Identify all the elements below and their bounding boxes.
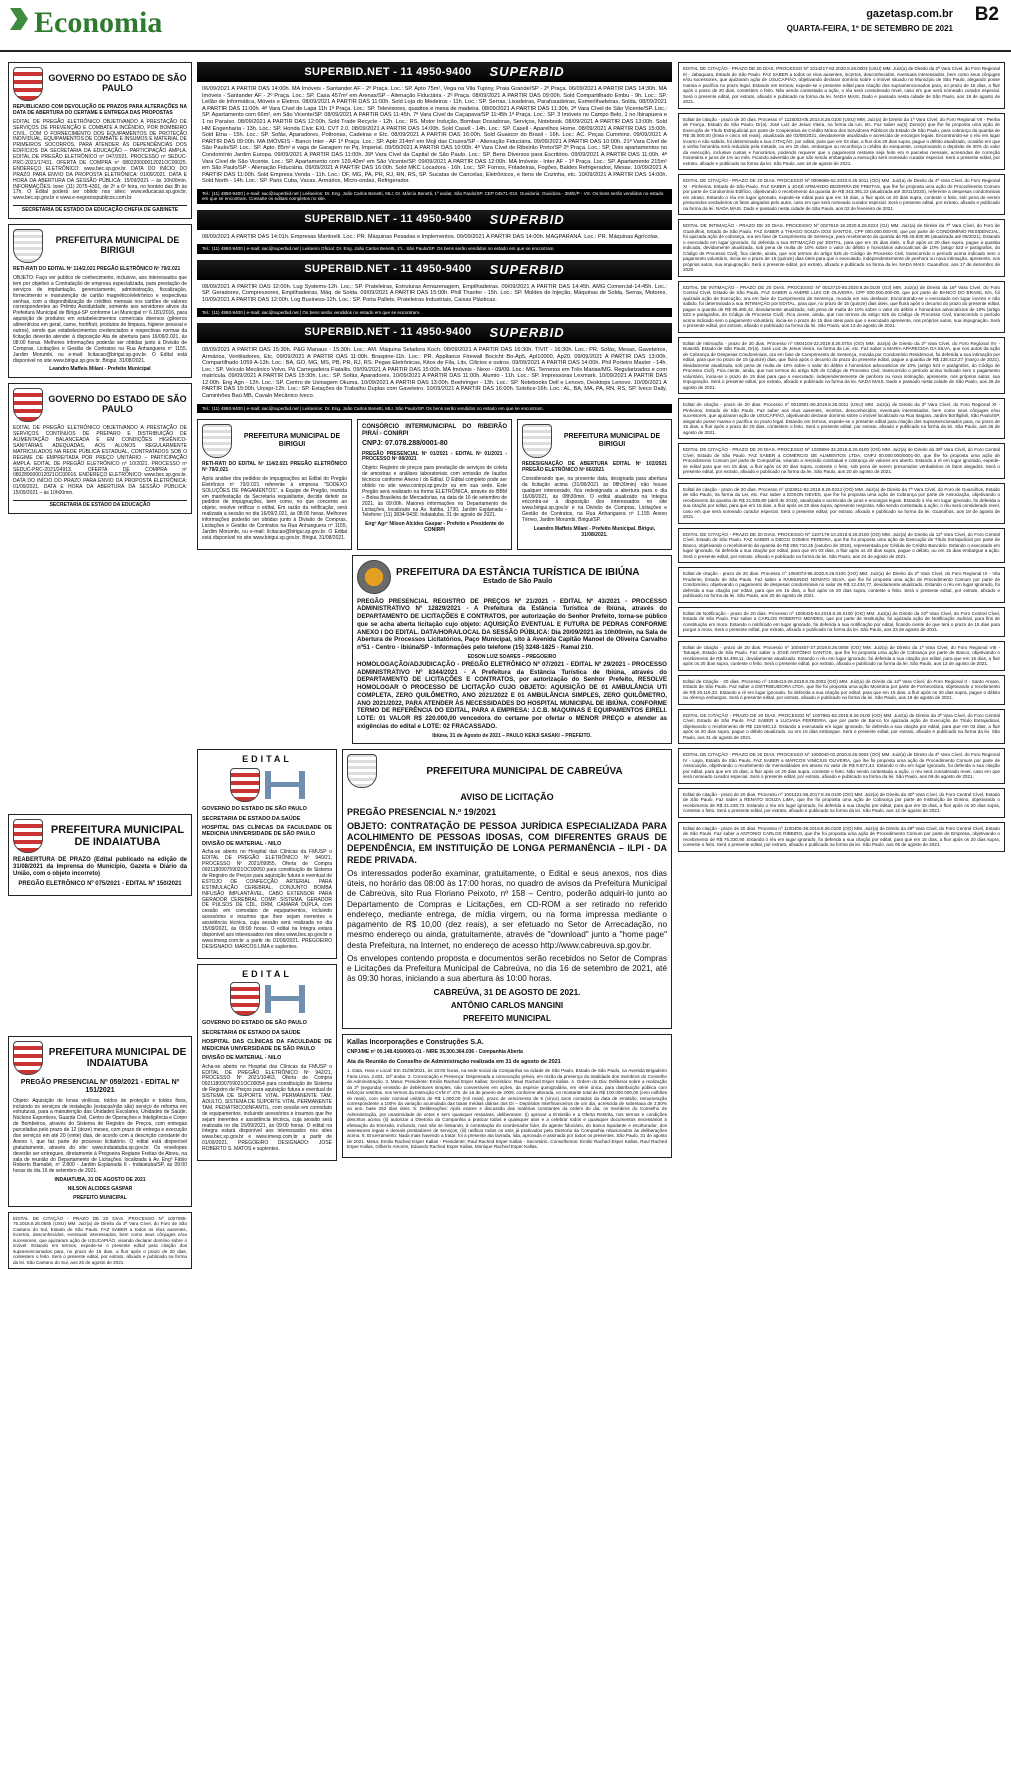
signature: NILSON ALCIDES GASPAR [67, 1186, 133, 1193]
org-registry: CNPJ/ME nº 00.148.416/0001-01 - NIRE 35.300.364.036 - Companhia Aberta [347, 1049, 523, 1056]
notice-body: EDITAL DE INTIMAÇÃO - PRAZO DE 20 DIAS. PROCESSO Nº 0027610-18.2020.8.26.0224 (OJ) MM. Juiz(a) de Direito da 7ª Vara Cível, do Foro de Guarulhos, Estado de São Paulo. FAZ SABER a THIAGO SOUZA DOS SANTOS, CPF 000.000.000-00, que por parte de CONDOMÍNIO RESIDENCIAL, foi ajuizada ação de cobrança, ora em fase de Cumprimento de Sentença, para recebimento da quantia de R$ 45.830,95 (atualizada até 05/2021). Estando o executado em lugar ignorado, foi deferida a sua INTIMAÇÃO por EDITAL, para que em 15 dias úteis, a fluir após os 20 dias supra, pague a quantia indicada, devidamente atualizada, sob pena de multa de 10% sobre o valor do débito e honorários advocatícios de 10% (artigo 523 e parágrafos, do Código de Processo Civil), fica ciente, ainda, que nos termos do artigo 525 do Código de Processo Civil, transcorrido o período acima indicado sem o pagamento voluntário, inicia-se o prazo de 15 (quinze) dias úteis para que o executado, independentemente de penhora ou nova intimação, apresente, nos próprios autos, sua impugnação. Será o presente edital, por extrato, afixado e publicado na forma da lei. NADA MAIS. Guarulhos, aos 17 de dezembro de 2020. [683, 223, 1000, 272]
notice-header [202, 982, 332, 1016]
notice-date: CABREÚVA, 31 DE AGOSTO DE 2021. [433, 987, 581, 997]
court-notice [678, 567, 1005, 603]
org-line-1: GOVERNO DO ESTADO DE SÃO PAULO [202, 806, 307, 813]
auction-banner [197, 62, 672, 82]
notice-body: EDITAL DE CITAÇÃO - PRAZO DE 20 DIAS. PROCESSO Nº 0009689-62.2020.8.26.0011 (OO) MM. Juiz(a) de Direito da 4ª Vara Cível, do Foro Regional XI - Pinheiros, Estado de São Paulo. FAZ SABER a JOSÉ ARMANDO BEZERRA DE FREITAS, que lhe foi proposta uma ação de Procedimento Comum por parte de Condomínio Edifício, objetivando o recebimento da quantia de R$ 343.391,23 (atualizada até 30/11/2020), referente a despesas condominiais em atraso. Estando o réu em lugar ignorado, expede-se edital para que em 15 dias, a fluir após os 20 dias supra, conteste o feito, sob pena de serem presumidos verdadeiros os fatos alegados pelo autor, caso em que será nomeado curador especial. Será o presente edital, por extrato, afixado e publicado na forma da lei. NADA MAIS. Dado e passado nesta cidade de São Paulo, aos 02 de fevereiro de 2021. [683, 178, 1000, 211]
notice-label: EDITAL [242, 968, 292, 979]
notice-hc-2 [197, 964, 337, 1161]
auction-list: 06/09/2021 A PARTIR DAS 14:00h. MA Imóveis - Santander AF - 2º Praça. Loc.: SP. Apto 75m², Vega na Vila Tupiny, Praia Grande/SP - 2º Praça. 06/09/2021 A PARTIR DAS 14:30h. MA Imóveis - Santander AF - 2º Praça. Loc.: SP. Casa 457m² em Arenas/SP - Alienação Fiduciária - 2º Praça. 08/09/2021 A PARTIR DAS 09:00h. Sold Compartilhado Embu - 9h. Loc.: SP. Leilão de Informática, Móveis e Eletros. 08/09/2021 A PARTIR DAS 11:00h. Sold Loja do Medeiros - 11h. Loc.: SP. Serras, Lixadeiras, Parafusadeiras, Esmerilhadeiras, Solda. 08/09/2021 A PARTIR DAS 11:00h. 4ª Vara Cível de Lapa 11h 1ª Praça. Loc.: SP. Televisores, quadros e mesa de madeira. 08/09/2021 A PARTIR DAS 11:30h. 2ª Vara Cível de São Vicente/SP. Loc.: SP. Apartamento com 66m², em São Vicente/SP. 08/09/2021 A PARTIR DAS 11:45h. 7ª Vara Cível de Caçapava/SP 11:45h 1ª Praça. Loc.: SP. 3 Imóveis no Campo Belo, 1 no Ibirapuera e 1 no Paraíso. 08/09/2021 A PARTIR DAS 12:00h. Sold Trade Recycle - 12h. Loc.: RS. Motor Indução, Bombas Dosadoras, Serviços, Notebook. 08/09/2021 A PARTIR DAS 13:00h. Sold HM Engenharia - 13h. Loc.: SP. Honda Civic EXL CVT 2.0. 08/09/2021 A PARTIR DAS 14:00h. Sold Casell - 14h. Loc.: SP. Casell - Aparelhos Home. 08/09/2021 A PARTIR DAS 15:00h. Sold Etna - 15h. Loc.: SP. Sofás, Aparadores, Poltronas, Cadeiras e Etc. 08/09/2021 A PARTIR DAS 16:00h. Sold Guascor do Brasil - 16h. Loc.: AC. Peças Cummins. 09/09/2021 A PARTIR DAS 09:00h. MA IMÓVEIS - Banco Inter - AF 1ª Praça. Loc.: SP. Apto 214m² em Moji das Cruzes/SP - Alienação Fiduciária. 09/09/2021 A PARTIR DAS 10:00h. 21ª Vara Cível de São Paulo/SP. Loc.: SP. Apto. 85m² e vaga de Garagem no Pq. Imperial. 09/09/2021 A PARTIR DAS 10:00h. 4ª Vara Cível de Ribeirão Preto/SP 2ª Praça. Loc.: SP. Dois apartamentos no Condomínio Jardim Europa. 09/09/2021 A PARTIR DAS 11:00h. 39ª Vara Cível da Capital de São Paulo. Loc.: SP. Bens Diversos para Escritório. 09/09/2021 A PARTIR DAS 11:00h. 4ª Vara Cível de São Vicente. Loc.: SP. Apartamento com 129,40m² em São Vicente/SP. 09/09/2021 A PARTIR DAS 12:00h. MA Imóveis - Inter AF - 1ª Praça. Loc.: SP. Apartamento 215m² em São Paulo/SP - Alienação Fiduciária. 09/09/2021 A PARTIR DAS 16:00h. Sold MKC Locadora - 16h. Loc.: SP. Fornos, Fritadeiras, Fogões, Baldes Refrigerados, Mesas. 10/09/2021 A PARTIR DAS 11:00h. Sold Empresa Venda - 11h. Loc.: DF, MG, PA, PR, RJ, RN, RS, SP. Sucatas de Cancelas, Eletrônicos, e Itens de Cozinha, etc. 10/09/2021 A PARTIR DAS 14:00h. Sold North - 14h. Loc.: SP. Paris Cuba, Vacas, Armários, Micro-ondas, Refrigerador. [197, 82, 672, 189]
state-crest-icon [13, 388, 43, 422]
court-notice [678, 281, 1005, 333]
notice-subtitle: AVISO DE LICITAÇÃO [460, 792, 554, 803]
org-title: GOVERNO DO ESTADO DE SÃO PAULO [48, 73, 187, 93]
auction-phone: SUPERBID.NET - 11 4950-9400 [304, 263, 472, 276]
notice-header [522, 424, 667, 458]
notice-body-1: PREGÃO PRESENCIAL REGISTRO DE PREÇOS Nº 21/2021 - EDITAL Nº 43/2021 - PROCESSO ADMINISTRATIVO Nº 12829/2021 - A Prefeitura da Estância Turística de Ibiúna, através do DEPARTAMENTO DE LICITAÇÕES E CONTRATOS, por autorização do Senhor Prefeito, torna-se público que se acha aberta licitação cujo objeto: AQUISIÇÃO EVENTUAL E FUTURA DE PEDRAS CONFORME ANEXO I DO EDITAL. DATA/HORA/LOCAL DA SESSÃO PÚBLICA: Dia 20/09/2021 às 10h00min, na Sala de Abertura de Processos Licitatórios, Paço Municipal, sito à Avenida Capitão Manoel de Oliveira Carvalho nº51 - Centro - Ibiúna/SP - Informações pelo telefone (15) 3248-1825 - Ramal 210. [357, 597, 667, 652]
org-line-3: HOSPITAL DAS CLÍNICAS DA FACULDADE DE MEDICINA UNIVERSIDADE DE SÃO PAULO [202, 825, 332, 838]
notice-header [202, 768, 332, 802]
court-notice [678, 788, 1005, 818]
auction-banner [197, 210, 672, 230]
notice-heading: PREGÃO PRESENCIAL Nº 01/2021 - EDITAL Nº 01/2021 - PROCESSO Nº 08/2021 [362, 450, 507, 463]
notice-birigui-2 [197, 419, 352, 550]
superbid-logo-icon: SUPERBID [489, 212, 565, 228]
notice-body: Acha-se aberto no Hospital das Clínicas da FMUSP o EDITAL DE PREGÃO ELETRÔNICO Nº 940/21, PROCESSO Nº 2021/09955, Oferta de Compra 092118090759021OC00050 para constituição de Sistema de Registro de Preços para aquisição futura e eventual de ESTOJO DE CONFECÇÃO ARTERIAL PARA ESTIMULAÇÃO CEREBRAL, CONJUNTO BOMBA INFUSÃO IMPLANTÁVEL, CABO EXTENSOR PARA GERADOR CEREBRAL COMP. SISTEMA, GERADOR DE PULSOS DE CDL, DRM, CAMARA DUPLA, com cessão em comodato de equipamentos, incluindo acessórios e insumos que lhes sejam inerentes e assistência técnica, cuja sessão será realizada no dia 15/09/2021, às 09:00 horas. O edital na íntegra estará disponível aos interessados nos sites www.bec.sp.gov.br e www.imesp.com.br a partir de 01/09/2021. PREGOEIRO DESIGNADO: MARCOS LIMA e suplentes. [202, 849, 332, 950]
notice-header [13, 819, 187, 853]
notice-body: 1. Data, Hora e Local: Em 31/08/2021, às 10:00 horas, na sede social da Companhia na cidade de São Paulo, Estado de São Paulo, na Avenida Brigadeiro Faria Lima, 2.601, 10º andar. 2. Convocação e Presença: Dispensada a convocação prévia, em razão da presença da totalidade dos membros do Conselho de Administração. 3. Mesa: Presidente: Emilio Rached Esper Kallas; Secretário: Raul Rached Esper Kallas. 4. Ordem do Dia: Deliberar sobre a realização da 2ª (segunda) emissão de debêntures simples, não conversíveis em ações, da espécie quirografária, em série única, para distribuição pública com esforços restritos, nos termos da Instrução CVM nº 476, de 16 de janeiro de 2009, conforme alterada, no montante total de R$ 100.000.000,00 (cem milhões de reais), com valor nominal unitário de R$ 1.000,00 (mil reais), prazo de vencimento de 5 (cinco) anos contados da data de emissão, remuneração correspondente a 100% da variação acumulada das taxas médias diárias dos DI – Depósitos Interfinanceiros de um dia, acrescida de sobretaxa de 2,50% ao ano, base 252 dias úteis. 5. Deliberações: Após exame e discussão das matérias constantes da ordem do dia, os membros do Conselho de Administração, por unanimidade de votos e sem quaisquer ressalvas, deliberaram: (i) aprovar a Emissão e a Oferta Restrita, nos termos e condições descritos acima; (ii) autorizar a Diretoria da Companhia a praticar todos e quaisquer atos e a celebrar todos e quaisquer documentos necessários à efetivação da Emissão, incluindo, mas não se limitando, à contratação do coordenador líder, do agente fiduciário, do banco liquidante e escriturador, dos assessores legais e demais prestadores de serviços; (iii) ratificar todos os atos já praticados pela Diretoria da Companhia relacionados às deliberações acima. 6. Encerramento: Nada mais havendo a tratar, foi a presente ata lavrada, lida, aprovada e assinada por todos os presentes. São Paulo, 31 de agosto de 2021. Mesa: Emilio Rached Esper Kallas - Presidente; Raul Rached Esper Kallas - Secretário. Conselheiros: Emilio Rached Esper Kallas, Raul Rached Esper Kallas, Gilberto Amorim, Eduardo Rached Esper Kallas, Monique Rached Esper Kallas. [347, 1068, 667, 1150]
notice-body: Edital de citação - prazo de 20 dias. Processo nº 0010901-90.2019.8.26.0011 (USU) MM. Juiz(a) de Direito da 3ª Vara Cível, do Foro Regional XI - Pinheiros, Estado de São Paulo. Faz saber aos réus ausentes, incertos, desconhecidos, eventuais interessados, bem como seus cônjuges e/ou sucessores, que ajuizaram ação de USUCAPIÃO, objetivando declarar domínio sobre o imóvel localizado na Rua Itaigara, Jardim Bonfiglioli, São Paulo/SP, alegando posse mansa e pacífica no prazo legal. Estando em termos, expede-se o presente edital para citação dos supramencionados para, no prazo de 15 dias, a fluir após o prazo de 20 dias, contestem o feito. Será o presente edital, por extrato, afixado e publicado na forma da lei. São Paulo, aos 26 de agosto de 2021. [683, 402, 1000, 435]
notice-heading: RETI-RATI DO EDITAL Nº 114/2.021 PREGÃO ELETRÔNICO Nº 79/2.021 [202, 461, 347, 473]
notice-object: OBJETO: CONTRATAÇÃO DE PESSOA JURÍDICA ESPECIALIZADA PARA ACOLHIMENTO DE PESSOAS IDOSAS, COM DIFERENTES GRAUS DE DEPENDÊNCIA, EM INSTITUIÇÃO DE LONGA PERMANÊNCIA – ILPI - DA REDE PRIVADA. [347, 820, 667, 865]
signature: Leandro Maffeis Milani - Prefeito Municipal. Birigui, 31/08/2021. [533, 525, 656, 538]
notice-subtitle: PREGÃO ELETRÔNICO Nº 075/2021 - EDITAL Nº 150/2021 [18, 881, 182, 888]
site-url[interactable]: gazetasp.com.br [866, 8, 953, 20]
notice-court-citation [8, 1212, 192, 1270]
court-notice [678, 337, 1005, 395]
auction-ad-3 [197, 260, 672, 317]
city-crest-icon [357, 560, 391, 594]
notice-sp-education-1 [8, 62, 192, 219]
org-line-4: DIVISÃO DE MATERIAL - NILO [202, 840, 282, 847]
notice-header [13, 229, 187, 263]
org-title: PREFEITURA MUNICIPAL DE INDAIATUBA [50, 823, 185, 848]
org-line-2: SECRETARIA DE ESTADO DA SAÚDE [202, 1029, 301, 1036]
notice-heading: REDESIGNAÇÃO DE ABERTURA EDITAL Nº 102/2021 PREGÃO ELETRÔNICO Nº 66/2021 [522, 461, 667, 473]
notice-header [13, 1041, 187, 1075]
org-title: PREFEITURA MUNICIPAL DE BIRIGUI [243, 433, 341, 449]
org-title: GOVERNO DO ESTADO DE SÃO PAULO [48, 394, 187, 415]
org-title: CONSÓRCIO INTERMUNICIPAL DO RIBEIRÃO PIRAÍ - CONIRPI [362, 424, 507, 437]
auction-phone: SUPERBID.NET - 11 4950-9400 [304, 65, 472, 78]
notice-date: INDAIATUBA, 31 DE AGOSTO DE 2021 [54, 1177, 146, 1184]
org-subtitle: Estado de São Paulo [483, 578, 553, 586]
org-title: PREFEITURA MUNICIPAL DE BIRIGUI [55, 235, 180, 256]
city-crest-icon [13, 819, 43, 853]
state-crest-icon [13, 67, 43, 101]
auction-list: 08/09/2021 A PARTIR DAS 12:00h. Lug Systems-12h. Loc.: SP. Prateleiras, Estruturas Armazenagem, Empilhadeiras. 09/09/2021 A PARTIR DAS 14:45h. AMG Comercial-14:45h. Loc.: SP. Geradores, Compressores, Empilhadeiras, Máq. de Solda. 09/09/2021 A PARTIR DAS 15:00h. Phill Thanfer - 15h. Loc.: SP. Moldes de Injeção, Máquinas de Solda, Serras, Motores. 10/09/2021 A PARTIR DAS 12:00h. Log Business-12h. Loc.: SP. Porta Pallets, Prateleiras Industriais, Caixas Plásticas. [197, 280, 672, 308]
notice-heading: Ata da Reunião do Conselho de Administração realizada em 31 de agosto de 2021 [347, 1059, 561, 1065]
org-title: PREFEITURA DA ESTÂNCIA TURÍSTICA DE IBIÚNA [396, 567, 640, 579]
auction-footer: Tel.: (11) 4950-9400 | e-mail: sac@superbid.net | Leiloeiro Oficial: Dr. Eng. João Carlos Benetti, 1ºL. São Paulo/SP. Os bens serão vendidos no estado em que se encontram. [202, 246, 555, 252]
court-notice [678, 641, 1005, 671]
court-notice [678, 822, 1005, 852]
notice-row-birigui-conirpi [197, 419, 672, 550]
notice-body: Edital de citação - prazo de 20 dias. Processo nº 1004467-37.2019.8.26.0008 (OO) MM. Juiz(a) de Direito da 1ª Vara Cível, do Foro Regional VIII - Tatuapé, Estado de São Paulo. Faz saber a JOSÉ ANTÔNIO SANTOS, que lhe foi proposta uma ação de Cobrança por parte de Banco, objetivando o recebimento de R$ 64.489,11, devidamente atualizado. Estando o réu em lugar ignorado, foi deferida a sua citação por edital, para que em 15 dias, a fluir após os 20 dias supra, conteste o feito. Será o presente edital, por extrato, afixado e publicado na forma da lei. São Paulo, aos 13 de agosto de 2021. [683, 644, 1000, 666]
city-crest-icon [202, 424, 232, 458]
hc-logo-icon [265, 771, 305, 799]
hc-logo-icon [265, 985, 305, 1013]
court-notice [678, 528, 1005, 564]
org-line-2: SECRETARIA DE ESTADO DA SAÚDE [202, 815, 301, 822]
city-crest-icon [13, 1041, 43, 1075]
city-crest-icon [522, 424, 552, 458]
notice-heading: REPUBLICADO COM DEVOLUÇÃO DE PRAZOS PARA ALTERAÇÕES NA DATA DE ABERTURA DO CERTAME E ENTREGA DAS PROPOSTAS [13, 104, 187, 116]
notice-paragraph-2: Os envelopes contendo proposta e documentos serão recebidos no Setor de Compras e Licitações da Prefeitura Municipal de Cabreúva, no dia 16 de setembro de 2021, até às 09:30 horas, iniciando a sua abertura às 10:00 horas. [347, 953, 667, 984]
auction-footer: Tel.: (11) 4950-9400 | e-mail: sac@superbid.net | Leiloeiros: Dr. Eng. João Carlos Benetti, MLI; Dr. Márcio Benetti, 1º andar, São Paulo/SP. CEP 04571-010. Ouvidoria: Ouvidora - 3M/E/P - VS. Os bens serão vendidos no estado em que se encontram. Consulte os editais completos no site. [202, 190, 664, 202]
section-title: Economia [34, 6, 163, 39]
notice-body: Edital de Intimação - prazo de 20 dias. Processo nº 0004104-22.2019.8.26.0704 (OO) MM. Juiz(a) de Direito da 2ª Vara Cível, do Foro Regional XV - Butantã, Estado de São Paulo, Dr(a). José Luiz de Jesus Vieira, na forma da Lei, etc. Faz saber a MARIA APARECIDA DA SILVA, que nos autos da ação de Cobrança de Despesas Condominiais, ora em fase de Cumprimento de Sentença, movida por Condomínio Residencial, foi deferida a sua intimação por edital, para que no prazo de 15 (quinze) dias, que fluirá após o decurso do prazo do presente edital, pague a quantia de R$ 138.412,27 (março de 2021), devidamente atualizada, sob pena de multa de 10% sobre o valor do débito e honorários advocatícios de 10% (artigo 523 e parágrafos, do Código de Processo Civil). Fica ciente, ainda, que nos termos do artigo 525 do Código de Processo Civil, transcorrido o período acima indicado sem o pagamento voluntário, inicia-se o prazo de 15 dias para que o executado, independentemente de penhora ou nova intimação, apresente, nos próprios autos, sua impugnação. Será o presente edital, por extrato, afixado e publicado na forma da lei. NADA MAIS. Dado e passado nesta cidade de São Paulo, aos 26 de agosto de 2021. [683, 340, 1000, 390]
notice-body: Edital de Citação - 20 dias. Processo nº 1045413-26.2019.8.26.0002 (OO) MM. Juiz(a) de Direito da 12ª Vara Cível, do Foro Regional II - Santo Amaro, Estado de São Paulo. Faz saber a DISTRIBUIDORA LTDA, que lhe foi proposta uma ação Monitória por parte de Fornecedora, objetivando o recebimento de R$ 26.119,33. Estando a ré em lugar ignorado, foi deferida a sua citação por edital, para que em 15 dias, a fluir após os 20 dias supra, pague o débito ou ofereça embargos. Será o presente edital, por extrato, afixado e publicado na forma da lei. São Paulo, aos 19 de agosto de 2021. [683, 678, 1000, 700]
org-cnpj: CNPJ: 07.078.288/0001-80 [362, 440, 448, 448]
court-notice [678, 675, 1005, 705]
notice-footer: SECRETARIA DE ESTADO DA EDUCAÇÃO CHEFIA DE GABINETE [13, 205, 187, 214]
court-notice [678, 113, 1005, 171]
org-line-3: HOSPITAL DAS CLÍNICAS DA FACULDADE DE MEDICINA UNIVERSIDADE DE SÃO PAULO [202, 1039, 332, 1052]
section-arrow-icon [10, 8, 28, 30]
notice-header [357, 560, 667, 594]
notice-indaiatuba-2 [8, 1036, 192, 1207]
signature-role: PREFEITO MUNICIPAL [73, 1195, 127, 1202]
notice-body: Edital de citação - prazo de 20 dias. Processo nº 1115003-05.2014.8.26.0100 (USU) MM. Juiz(a) de Direito da 1ª Vara Cível, do Foro Regional VII - Penha de França, Estado de São Paulo, Dr(a). José Luiz de Jesus Vieira, na forma da Lei, etc. Faz saber ao(s) Dono(s) que lhe foi proposta uma ação de Execução de Título Extrajudicial por parte de Cooperativa de Crédito Mútuo dos Servidores Públicos do Estado de São Paulo, para cobrança da quantia de R$ 35.000,00 (trinta e cinco mil reais), atualizada até 03/08/2021, devidamente atualizada e acrescida de encargos legais. Encontrando-se o réu em lugar incerto e não sabido, foi determinada a sua CITAÇÃO, por edital, para que em 03 dias, a fluir dos 20 dias supra, pague o débito atualizado, ocasião em que a verba honorária será reduzida pela metade, ou em 15 dias, embargue ou reconheça o crédito do exequente, comprovando o depósito de 30% do valor da execução, inclusive custas e honorários, podendo requerer que o pagamento restante seja feito em 6 parcelas mensais, acrescidas de correção monetária e juros de 1% ao mês. Ficando advertido de que não sendo embargada a execução será nomeado curador especial. Será o presente edital, por extrato, afixado e publicado na forma da lei. São Paulo, aos 18 de agosto de 2021. [683, 116, 1000, 166]
court-notice [678, 709, 1005, 745]
notice-body: EDITAL DE CITAÇÃO - PRAZO DE 20 DIAS. PROCESSO Nº 1107179-10.2018.8.26.0100 (OO) MM. Juiz(a) de Direito da 11ª Vara Cível, do Foro Central Cível, Estado de São Paulo. FAZ SABER a DIEGO GOMES PEREIRA, que lhe foi proposta uma ação de Execução de Título Extrajudicial por parte de Banco, objetivando o recebimento da quantia de R$ 256.710,45 (outubro de 2018), representada por Cédula de Crédito Bancário. Estando o executado em lugar ignorado, foi deferida a sua citação por edital, para que em 03 dias, a fluir após os 20 dias supra, pague o débito, ou em 15 dias embargue a ação. Será o presente edital, por extrato, afixado e publicado na forma da lei. São Paulo, aos 24 de agosto de 2021. [683, 531, 1000, 559]
notice-birigui-1 [8, 224, 192, 378]
notice-body: Acha-se aberto no Hospital das Clínicas da FMUSP o EDITAL DE PREGÃO ELETRÔNICO Nº 942/21, PROCESSO Nº 2021/10463, Oferta de Compra 092118090759021OC00054 para constituição de Sistema de Registro de Preços para aquisição futura e eventual de SISTEMA DE SUPORTE VITAL PERMANENTE TAM. ADULTO, SISTEMA DE SUPORTE VITAL PERMANENTE TAM. PEDIÁTRICO/INFANTIL, com cessão em comodato de equipamentos, incluindo acessórios e insumos que lhe sejam inerentes e assistência técnica, cuja sessão será realizada no dia 15/09/2021, às 09:00 horas. O edital na íntegra estará disponível aos interessados nos sites www.bec.sp.gov.br e www.imesp.com.br a partir de 01/09/2021. PREGOEIRO DESIGNADO: JOSÉ ROBERTO S. MATOS e suplentes. [202, 1063, 332, 1153]
org-title: PREFEITURA MUNICIPAL DE BIRIGUI [563, 433, 661, 449]
auction-ad-4 [197, 323, 672, 413]
middle-column [197, 62, 672, 1782]
auction-ad-1 [197, 62, 672, 204]
page-number: B2 [974, 4, 999, 25]
auction-list: 08/09/2021 A PARTIR DAS 14:01h. Empresas Martinelli. Loc.: PR. Máquinas Pesadas e Implementos. 09/09/2021 A PARTIR DAS 14:00h. MAGPARANÁ. Loc.: PR. Máquinas Agrícolas. [197, 230, 672, 245]
superbid-logo-icon: SUPERBID [489, 64, 565, 80]
court-notice [678, 174, 1005, 215]
notice-body: EDITAL DE CITAÇÃO - PRAZO DE 20 DIAS. PROCESSO Nº 1014217-62.2020.8.26.0003 (USU) MM. Juiz(a) de Direito da 2ª Vara Cível, do Foro Regional III - Jabaquara, Estado de São Paulo. FAZ SABER a todos os réus ausentes, incertos, desconhecidos, eventuais interessados, bem como seus cônjuges e/ou sucessores, que ajuizaram ação de USUCAPIÃO, objetivando declarar domínio sobre o imóvel situado no Município de São Paulo, alegando posse mansa e pacífica no prazo legal. Estando em termos, expede-se o presente edital para citação dos supramencionados para, no prazo de 15 dias, a fluir após o prazo de 20 dias, contestem o feito. Não sendo contestada a ação, o réu será considerado revel, caso em que será nomeado curador especial. Será o presente edital, por extrato, afixado e publicado na forma da lei. NADA MAIS. Dado e passado nesta cidade de São Paulo, aos 19 de agosto de 2021. [683, 66, 1000, 104]
court-notice [678, 398, 1005, 439]
notice-body-2: HOMOLOGAÇÃO/ADJUDICAÇÃO - PREGÃO ELETRÔNICO Nº 07/2021 - EDITAL Nº 29/2021 - PROCESSO ADMINISTRATIVO Nº 8344/2021 - A Prefeitura da Estância Turística de Ibiúna, através do DEPARTAMENTO DE LICITAÇÕES E CONTRATOS, por autorização do Senhor Prefeito, RESOLVE HOMOLOGAR O PROCESSO DE LICITAÇÃO CUJO OBJETO: AQUISIÇÃO DE 01 AMBULÂNCIA UTI COMPLETA, ZERO QUILÔMETRO, ANO 2021/2022 E 01 AMBULÂNCIA SIMPLES, ZERO QUILÔMETRO, ANO 2021/2022, PARA ATENDER ÀS NECESSIDADES DO HOSPITAL MUNICIPAL DE IBIÚNA. CONFORME TERMO DE REFERÊNCIA DO EDITAL, PARA A EMPRESA: J.C.B. MAQUINAS E EQUIPAMENTOS EIRELI. LOTE: 01 VALOR R$ 220.000,00 vencedora do certame por ofertar o MENOR PREÇO e atender as exigências do edital e LOTE: 02 FRACASSADO. [357, 660, 667, 730]
notice-body: EDITAL DE CITAÇÃO - PRAZO DE 20 DIAS. PROCESSO Nº 1007095-75.2018.8.26.0565 (USU) MM. Juiz(a) de Direito da 3ª Vara Cível, do Foro de São Caetano do Sul, Estado de São Paulo. FAZ SABER a todos os réus ausentes, incertos, desconhecidos, eventuais interessados, bem como seus cônjuges e/ou sucessores, que ajuizaram ação de USUCAPIÃO, visando declarar domínio sobre o imóvel. Estando em termos, expede-se o presente edital para citação dos supramencionados para, no prazo de 15 dias, a fluir após o prazo de 20 dias, contestem o feito. Será o presente edital, por extrato, afixado e publicado na forma da lei. São Caetano do Sul, aos 25 de agosto de 2021. [13, 1215, 187, 1265]
notice-label: EDITAL [242, 754, 292, 765]
signature: ANTÔNIO CARLOS MANGINI [450, 1000, 564, 1010]
left-column [8, 62, 192, 1782]
notice-header [13, 67, 187, 101]
notice-body: EDITAL DE CITAÇÃO - PRAZO DE 20 DIAS. PROCESSO Nº 1029894-32.2018.8.26.0100 (OO) MM. Juiz(a) de Direito da 36ª Vara Cível, do Foro Central Cível, Estado de São Paulo. FAZ SABER a COMÉRCIO DE ALIMENTOS LTDA, CNPJ 00.000.000/0001-00, que lhe foi proposta uma ação de Procedimento Comum por parte de Companhia, visando a rescisão contratual e cobrança de valores em aberto. Estando a ré em lugar ignorado, expede-se edital para que em 15 dias, a fluir após os 20 dias supra, conteste o feito, sob pena de serem presumidos verdadeiros os fatos alegados. Será o presente edital, por extrato, afixado e publicado na forma da lei. São Paulo, aos 20 de agosto de 2021. [683, 447, 1000, 474]
notice-body: EDITAL DE CITAÇÃO - PRAZO DE 20 DIAS. PROCESSO Nº 1000040-02.2020.8.26.0004 (OO) MM. Juiz(a) de Direito da 4ª Vara Cível, do Foro Regional IV - Lapa, Estado de São Paulo. FAZ SABER a MARCOS VINÍCIUS OLIVEIRA, que lhe foi proposta uma ação de Procedimento Comum por parte de Associação, objetivando o recebimento de mensalidades em atraso no valor de R$ 9.871,44. Estando o réu em lugar ignorado, foi deferida a sua citação por edital, para que em 15 dias, a fluir após os 20 dias supra, conteste o feito. Não sendo contestada a ação, o réu será considerado revel, caso em que será nomeado curador especial. Será o presente edital, por extrato, afixado e publicado na forma da lei. São Paulo, aos 09 de agosto de 2021. [683, 752, 1000, 779]
superbid-logo-icon: SUPERBID [489, 325, 565, 341]
notice-body: EDITAL DE PREGÃO ELETRÔNICO OBJETIVANDO A PRESTAÇÃO DE SERVIÇOS DE PREVENÇÃO E COMBATE A INCÊNDIO, POR BOMBEIRO CIVIL, COM O FORNECIMENTO DOS EQUIPAMENTOS DE PROTEÇÃO INDIVIDUAL, EQUIPAMENTOS DE COMBATE E INSUMOS E MATERIAL DE PRIMEIROS SOCORROS, PARA ATENDER ÀS DEPENDÊNCIAS DOS EDIFÍCIOS DA SECRETARIA DA EDUCAÇÃO – PARTICIPAÇÃO AMPLA. EDITAL DE PREGÃO ELETRÔNICO nº 047/2021. PROCESSO nº SEDUC-PRC-2021/17431. OFERTA DE COMPRA nº 080220000012021OC00025. ENDEREÇO ELETRÔNICO: www.bec.sp.gov.br. DATA DO INÍCIO DO PRAZO PARA ENVIO DA PROPOSTA ELETRÔNICA: 01/09/2021. DATA E HORA DA ABERTURA DA SESSÃO PÚBLICA: 15/09/2021 – às 10h00min. INFORMAÇÕES: tone: (11) 2075-4301, de 2ª a 6ª feira, no horário das 8h às 17h. O Edital poderá ser obtido nos sites: www.educacao.sp.gov.br, www.bec.sp.gov.br e www.e-negociospublicos.com.br. [13, 118, 187, 202]
notice-body: EDITAL DE INTIMAÇÃO - PRAZO DE 20 DIAS. PROCESSO Nº 0013710-80.2020.8.26.0100 (OJ) MM. Juiz(a) de Direito da 16ª Vara Cível, do Foro Central Cível, Estado de São Paulo. FAZ SABER a ANDRÉ LUIS DE OLIVEIRA, CPF 000.000.000-00, que por parte de BANCO DO BRASIL S/A, foi ajuizada ação de Execução, ora em fase de Cumprimento de Sentença, movida em seu desfavor. Encontrando-se o executado em lugar incerto e não sabido, foi determinada a sua INTIMAÇÃO por EDITAL, para que, no prazo de 15 (quinze) dias úteis, que fluirá após o decurso do prazo do presente edital, pague a quantia de R$ 85.480,42, devidamente atualizada, sob pena de multa de 10% sobre o valor do débito e honorários advocatícios de 10% (artigo 523 e parágrafos, do Código de Processo Civil). Fica ciente, ainda, que nos termos do artigo 525 do Código de Processo Civil, transcorrido o período acima indicado sem o pagamento voluntário, inicia-se o prazo de 15 dias úteis para que o executado apresente, nos próprios autos, sua impugnação. Será o presente edital, por extrato, afixado e publicado na forma da lei. São Paulo, aos 13 de agosto de 2021. [683, 284, 1000, 328]
notice-header [347, 754, 667, 788]
court-notice [678, 748, 1005, 784]
signature-2: Ibiúna, 31 de Agosto de 2021 – PAULO KENJI SASAKI – PREFEITO. [432, 732, 592, 739]
notice-ibiuna [352, 555, 672, 745]
notice-birigui-3 [517, 419, 672, 550]
auction-phone: SUPERBID.NET - 11 4950-9400 [304, 213, 472, 226]
notice-cabreuva [342, 749, 672, 1029]
org-title: Kallas Incorporações e Construções S.A. [347, 1039, 484, 1047]
auction-phone: SUPERBID.NET - 11 4950-9400 [304, 326, 472, 339]
state-crest-icon [230, 768, 260, 802]
notice-hc-1 [197, 749, 337, 958]
mid-lower-split [197, 749, 672, 1166]
signature: Leandro Maffeis Milani - Prefeito Municipal [49, 366, 151, 373]
signature-1: EDSON LUIZ SOARES – PREGOEIRO [467, 653, 557, 660]
superbid-logo-icon: SUPERBID [489, 262, 565, 278]
auction-banner [197, 323, 672, 343]
notice-footer: SECRETARIA DE ESTADO DA EDUCAÇÃO [13, 500, 187, 509]
city-crest-icon [347, 754, 377, 788]
notice-body: Objeto: Aquisição de lonas vinílicas, toldos de proteção e toldos fixos, incluindo os serviços de instalação (estacas/não são) serviço de reforma em estruturas, para a manutenção das Unidades Escolares, Unidades de Saúde, Núcleos Esportivos, Guarda Civil, Centro de Operações e Inteligência e Corpo de Bombeiros, através do Sistema de Registro de Preços, com entregas parceladas pelo prazo de 12 (doze) meses, com prazo de entrega e execução dos serviços em até 20 (vinte) dias, de acordo com a descrição constante do Anexo I, que faz parte do processo licitatório. O edital está disponível gratuitamente, através do site: www.indaiatuba.sp.gov.br. Os envelopes deverão ser entregues, diretamente à Pregoeira Regiane Freitas de Abreu, na sala de reunião do Departamento de Licitações, localizada à Av. Engº Fábio Roberto Barnabé, nº 2.800 - Jardim Esplanada II - Indaiatuba/SP, às 09:00 horas do dia 16 de setembro de 2021. [13, 1097, 187, 1175]
notice-modality: PREGÃO PRESENCIAL N.º 19/2021 [347, 806, 497, 817]
right-column [678, 62, 1005, 1782]
notice-body: EDITAL DE PREGÃO ELETRÔNICO OBJETIVANDO A PRESTAÇÃO DE SERVIÇOS CONTÍNUOS DE PREPARO E DISTRIBUIÇÃO DE ALIMENTAÇÃO BALANCEADA E EM CONDIÇÕES HIGIÊNICO-SANITÁRIAS ADEQUADAS, AOS ALUNOS REGULARMENTE MATRICULADOS NA REDE PÚBLICA ESTADUAL, CONTRATADOS SOB O REGIME DE EMPREITADA POR PREÇO UNITÁRIO – PARTICIPAÇÃO AMPLA. EDITAL DE PREGÃO ELETRÔNICO nº 10/2021. PROCESSO nº SEDUC-PRC-2021/24913. OFERTA DE COMPRA nº 080289000012021OC00016. ENDEREÇO ELETRÔNICO: www.bec.sp.gov.br. DATA DO INÍCIO DO PRAZO PARA ENVIO DA PROPOSTA ELETRÔNICA: 01/09/2021. DATA E HORA DA ABERTURA DA SESSÃO PÚBLICA: 15/09/2021 – às 10h00min. [13, 425, 187, 497]
city-crest-icon [13, 229, 43, 263]
notice-paragraph-1: Os interessados poderão examinar, gratuitamente, o Edital e seus anexos, nos dias úteis, no horário das 08:00 às 17:00 horas, no quadro de avisos da Prefeitura Municipal de Cabreúva, sito Rua Floriano Peixoto, nº 158 – Centro, poderão adquiri-lo junto ao Departamento de Compras e Licitações, em CD-ROM a ser retirado no referido endereço, mediante entrega, de mídia virgem, ou na forma impressa mediante o pagamento de R$ 10,00 (dez reais), a ser efetuado no Setor de Arrecadação, no mesmo endereço ou ainda, gratuitamente, através de "download" junto a "home page" desta Prefeitura, na Internet, no endereço de acesso http://www.cabreuva.sp.gov.br. [347, 868, 667, 950]
notice-header [202, 424, 347, 458]
court-notice [678, 607, 1005, 637]
org-title: PREFEITURA MUNICIPAL DE CABREÚVA [426, 765, 623, 777]
notice-subtitle: PREGÃO PRESENCIAL Nº 059/2021 - EDITAL Nº 151/2021 [20, 1079, 180, 1095]
org-line-1: GOVERNO DO ESTADO DE SÃO PAULO [202, 1020, 307, 1027]
notice-body: Edital de citação - prazo de 20 dias. Processo nº 1023611-82.2019.8.26.0224 (OO) MM. Juiz(a) de Direito da 7ª Vara Cível, do Foro de Guarulhos, Estado de São Paulo, na forma da Lei, etc. Faz saber a EDSON NEVES, que lhe foi proposta uma ação de Cobrança por parte de Associação, objetivando o recebimento da quantia de R$ 21.536,80 (abril de 2019), atualizada e acrescida de juros e encargos legais. Estando o réu em lugar ignorado, foi deferida a sua citação por edital, para que em 15 dias, a fluir após os 20 dias supra, apresente resposta. Não sendo contestada a ação, o réu será considerado revel, caso em que será nomeado curador especial. Será o presente edital, por extrato, afixado e publicado na forma da lei. Guarulhos, aos 18 de agosto de 2021. [683, 486, 1000, 519]
notice-body: Objeto: Registro de preços para prestação de serviços de coleta de amostras e análises laboratoriais com emissão de laudos técnicos conforme Anexo I do Edital. O Edital completo pode ser obtido no site www.conirpi.sp.gov.br ou em sua sede. Este Pregão será realizado na forma ELETRÔNICA, através do BBM – Bolsa Brasileira de Mercadorias, na data de 16 de setembro de 2021, às 09:00h. Maiores informações no Departamento de Licitações, localizado na Av. Itatiba, 1730, Jardim Esplanada - Telefone: (11) 3834-9430. Indaiatuba, 31 de agosto de 2021. [362, 465, 507, 519]
auction-banner [197, 260, 672, 280]
notice-body: OBJETO: Faço ver publico de conhecimento, inclusive, aos interessados que tem por objetivo a Contratação de empresa especializada, para prestação de serviços de implantação, gerenciamento, administração, fiscalização, fornecimento e manutenção de cartão magnético/eletrônico e respectivas senhas, com a disponibilização de créditos mensais nos cartões de valores correspondentes ao Prêmio Assiduidade, somente aos servidores ativos da Prefeitura Municipal de Birigui-SP conforme Lei Municipal nº 6.181/2016, para aquisição de produtos em estabelecimentos comerciais diversos (gêneros alimentícios em geral, carne, hortifruti, produtos de limpeza, higiene pessoal e outros), sendo que estabelecimentos credenciados e respectivas normas da licitação deverão atender à disposição Ata de abertura para 16/09/2.021, às 08:00 horas. Melhores informações poderão ser obtidas junto à Divisão de Compras, Licitações e Gestão de Contratos na Rua Anhanguera nº 1155, Jardim Morumbi, ou e-mail: licitacao@birigui.sp.gov.br. O Edital está disponível no site www.birigui.sp.gov.br. Birigui, 31/08/2021. [13, 275, 187, 364]
notice-body: Edital de Notificação - prazo de 20 dias. Processo nº 1006425-54.2019.8.26.0100 (OO) MM. Juiz(a) de Direito da 22ª Vara Cível, do Foro Central Cível, Estado de São Paulo. Faz saber a CARLOS ROBERTO MENDES, que por parte de Instituição, foi ajuizada ação de Notificação Judicial, para fins de constituição em mora. Estando o notificado em lugar ignorado, foi deferida a sua notificação por edital, ficando ciente de que terá o prazo de 15 dias para purgar a mora. Será o presente edital, por extrato, afixado e publicado na forma da lei. São Paulo, aos 23 de agosto de 2021. [683, 610, 1000, 632]
cabreuva-kallas-column [342, 749, 672, 1166]
notice-body: Edital de citação - prazo de 20 dias. Processo nº 1001421-55.2017.8.26.0100 (OO) MM. Juiz(a) de Direito da 40ª Vara Cível, do Foro Central Cível, Estado de São Paulo. Faz saber a RENATO SOUZA LIMA, que lhe foi proposta uma ação de Cobrança por parte de Instituição de Ensino, objetivando o recebimento de R$ 31.226,73. Estando o réu em lugar ignorado, foi deferida a sua citação por edital, para que em 15 dias, a fluir após os 20 dias supra, conteste o feito. Será o presente edital, por extrato, afixado e publicado na forma da lei. São Paulo, aos 12 de agosto de 2021. [683, 791, 1000, 813]
auction-footer: Tel.: (11) 4950-9400 | e-mail: sac@superbid.net | Leiloeiros: Dr. Eng. João Carlos Benetti, MLI. São Paulo/SP. Os bens serão vendidos no estado em que se encontram. [202, 405, 544, 411]
notice-heading: REABERTURA DE PRAZO (Edital publicado na edição de 31/08/2021 da Imprensa do Município, Gazeta e Diário da União, com o objeto incorreto) [13, 856, 187, 878]
notice-body: Considerando que, na presente data, designada para abertura da licitação acima (31/08/2021 às 08h30min) não houve qualquer interessado, fica redesignada a abertura para o dia 16/09/2021, às 08h30min. O edital atualizado na íntegra encontra-se à disposição dos interessados no site www.birigui.sp.gov.br e na Divisão de Compras, Licitações e Gestão de Contratos, na Rua Anhanguera nº 1.155 Anexo Térreo, Jardim Morumbi, Birigui/SP. [522, 475, 667, 524]
signature-role: PREFEITO MUNICIPAL [463, 1014, 551, 1024]
org-title: PREFEITURA MUNICIPAL DE INDAIATUBA [48, 1047, 187, 1070]
notice-header [13, 388, 187, 422]
notice-body: EDITAL DE CITAÇÃO - PRAZO DE 20 DIAS. PROCESSO Nº 1007981-82.2018.8.26.0100 (OO) MM. Juiz(a) de Direito da 3ª Vara Cível, do Foro Central Cível, Estado de São Paulo. FAZ SABER a LUCIANA FERREIRA, que por parte de Banco foi ajuizada ação de Execução de Título Extrajudicial, objetivando o recebimento de R$ 118.940,12. Estando a executada em lugar ignorado, foi deferida a sua citação por edital, para que em 03 dias, a fluir após os 20 dias supra, pague o débito atualizado, ou em 15 dias embargue. Será o presente edital, por extrato, afixado e publicado na forma da lei. São Paulo, aos 31 de agosto de 2021. [683, 712, 1000, 740]
notice-body: Após análise dos pedidos de impugnações ao Edital do Pregão Eletrônico nº 79/2.021 referente à empresa "SODEXO SOLUÇÕES DE PAGAMENTOS", a Equipe de Pregão, reunida em manifestação da Secretaria requisitante, decide deferir os pedidos de impugnações, bem como, no que concerne ao objeto, resolve retificar o edital. Em razão da retificação, será realizada a sessão no dia 16/09/2.021, às 08:00 horas. Melhores informações poderão ser obtidas junto à Divisão de Compras, Licitações e Gestão de Contratos na Rua Anhanguera nº 1155, Jardim Morumbi, ou e-mail: licitacao@birigui.sp.gov.br. O Edital está disponível no site www.birigui.sp.gov.br. Birigui, 31/08/2021. [202, 475, 347, 541]
notice-kallas [342, 1034, 672, 1157]
court-notice [678, 62, 1005, 109]
auction-footer: Tel.: (11) 4950-9400 | e-mail: sac@superbid.net | Os bens serão vendidos no estado em que se encontram. [202, 309, 421, 315]
notice-sp-education-2 [8, 383, 192, 514]
auction-ad-2 [197, 210, 672, 254]
edition-date: QUARTA-FEIRA, 1º DE SETEMBRO DE 2021 [786, 24, 953, 33]
court-notice [678, 483, 1005, 524]
org-line-4: DIVISÃO DE MATERIAL - NILO [202, 1055, 282, 1062]
auction-list: 08/09/2021 A PARTIR DAS 15:30h. P&G Manaus - 15:30h. Loc.: AM. Máquina Seladora Koch. 08/09/2021 A PARTIR DAS 16:30h. TIVIT - 16:30h. Loc.: PR. Sofás, Mesas, Gaveteiros, Armários, Ventiladores, Etc. 09/09/2021 A PARTIR DAS 11:00h. Braspine-11h. Loc.: PR. Appliance Firewall Bocicht Bo-Ap5, Apl10000, Ap20. 09/09/2021 A PARTIR DAS 13:00h. Compartilhado 1059 A-13h. Loc.: BA, GO, MG, MS, PB, PR, RJ, RS. Pegas Eletrônicas, Kitos de Fila, Lits, Cilicios e outros. 09/09/2021 A PARTIR DAS 14:00h. Phil Porteiro Master - 14h. Loc.: SP. Veículo Mecânico Volvo, Pá Carregadeira Fiatallis. 09/09/2021 A PARTIR DAS 15:00h. MA Imóveis - Nexo - 09/09. Loc.: MG. Terrenos em Três Marias/MG. Regularizados e com matrícula. 09/09/2021 A PARTIR DAS 15:30h. Loc.: SP. Sofás, Aparadores. 10/09/2021 A PARTIR DAS 11:00h. Alumio - 11h. Loc.: SP. Impressoras Lexmark. 10/09/2021 A PARTIR DAS 12:00h. Eng Agn - 12h. Loc.: SP. Centro de Usinagem Okuma. 10/09/2021 A PARTIR DAS 13:00h. Boehringer - 13h. Loc.: SP. Notebooks Dell e Lenovo, Desktops Lenovo. 10/09/2021 A PARTIR DAS 15:00h. Unispr-12h. Loc.: SP. Estações de Trabalho Duplas com Gaveteiro. 10/09/2021 A PARTIR DAS 16:00h. Solstice-16h. Loc.: AL, BA, MA, PA, RN, RS, SP. Iveco Daily, Caminhões Baú MB, Cavalo Mecânico Iveco. [197, 343, 672, 404]
hc-column [197, 749, 337, 1166]
notice-body: Edital de citação - prazo de 20 dias. Processo nº 1084073-96.2020.8.26.0100 (OO) MM. Juiz(a) de Direito da 2ª Vara Cível, do Foro Regional IX - Vila Prudente, Estado de São Paulo. Faz saber a RAIMUNDO NONATO SILVA, que lhe foi proposta uma ação de Procedimento Comum por parte de Condomínio, objetivando o pagamento de despesas condominiais no valor de R$ 12.434,77, devidamente atualizado. Estando o réu em lugar ignorado, foi deferida a sua citação por edital, para que em 15 dias, a fluir após os 20 dias supra, conteste o feito. Será o presente edital, por extrato, afixado e publicado na forma da lei. São Paulo, aos 20 de agosto de 2021. [683, 571, 1000, 598]
court-notice [678, 219, 1005, 277]
signature: Engº Agrº Nilson Alcides Gaspar - Prefeito e Presidente do CONIRPI [365, 521, 504, 534]
masthead [0, 0, 1011, 52]
state-crest-icon [230, 982, 260, 1016]
notice-conirpi [357, 419, 512, 550]
notice-body: Edital de citação - prazo de 20 dias. Processo nº 1100406-36.2019.8.26.0100 (OO) MM. Juiz(a) de Direito da 29ª Vara Cível, do Foro Central Cível, Estado de São Paulo. Faz saber a ANTONIO CARLOS RIBEIRO, que lhe foi proposta uma ação de Procedimento Comum por parte de Empresa, objetivando o recebimento de R$ 76.330,90. Estando o réu em lugar ignorado, foi deferida a sua citação por edital, para que em 15 dias, a fluir após os 20 dias supra, conteste o feito. Será o presente edital, por extrato, afixado e publicado na forma da lei. São Paulo, aos 05 de agosto de 2021. [683, 825, 1000, 847]
court-notice [678, 443, 1005, 479]
notice-heading: RETI-RATI DO EDITAL Nº 114/2.021 PREGÃO ELETRÔNICO Nº 79/2.021 [13, 266, 181, 273]
notice-indaiatuba-1 [8, 814, 192, 896]
